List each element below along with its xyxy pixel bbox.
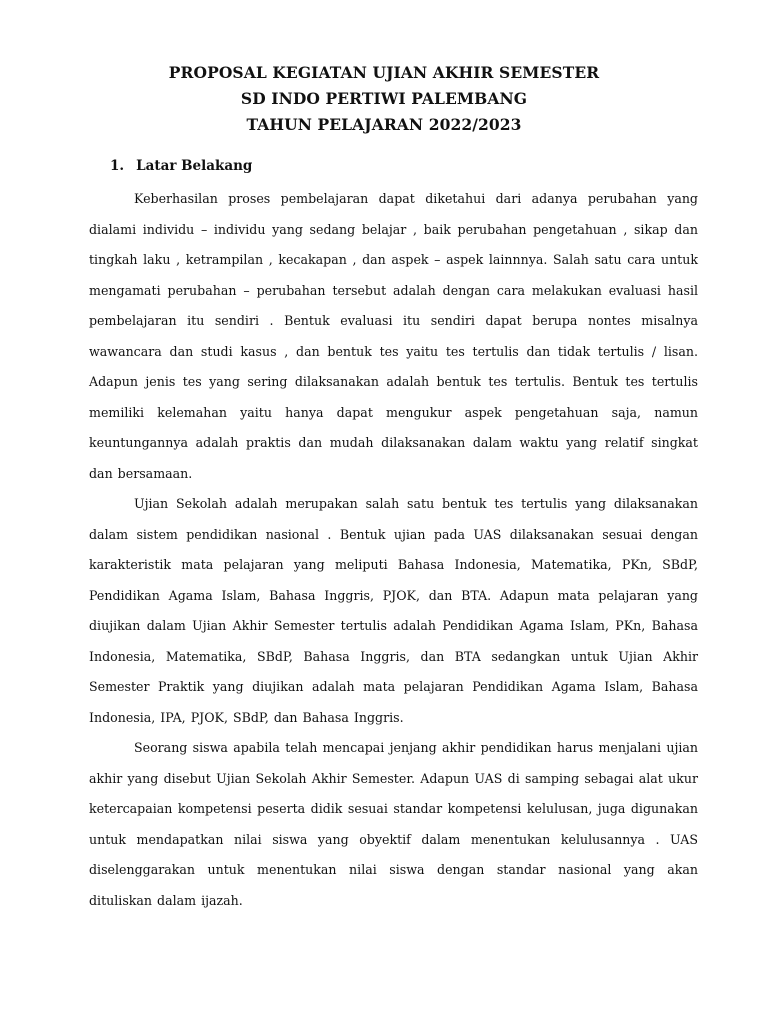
paragraph-2: Ujian Sekolah adalah merupakan salah satu bentuk tes tertulis yang dilaksanakan dalam sistem pendidikan nasional . Bentuk ujian pada UAS dilaksanakan sesuai dengan karakteristik mata pelajaran yang meliputi Bahasa Indonesia, Matematika, PKn, SBdP, Pendidikan Agama Islam, Bahasa Inggris, PJOK, dan BTA. Adapun mata pelajaran yang diujikan dalam Ujian Akhir Semester tertulis adalah Pendidikan Agama Islam, PKn, Bahasa Indonesia, Matematika, SBdP, Bahasa Inggris, dan BTA sedangkan untuk Ujian Akhir Semester Praktik yang diujikan adalah mata pelajaran Pendidikan Agama Islam, Bahasa Indonesia, IPA, PJOK, SBdP, dan Bahasa Inggris. [89, 496, 698, 725]
section-body [89, 184, 698, 916]
title-line-1: PROPOSAL KEGIATAN UJIAN AKHIR SEMESTER [168, 63, 600, 82]
section-title: Latar Belakang [136, 158, 253, 174]
document-title [0, 60, 768, 138]
section-number: 1. [110, 158, 125, 174]
paragraph-1: Keberhasilan proses pembelajaran dapat diketahui dari adanya perubahan yang dialami individu – individu yang sedang belajar , baik perubahan pengetahuan , sikap dan tingkah laku , ketrampilan , kecakapan , dan aspek – aspek lainnnya. Salah satu cara untuk mengamati perubahan – perubahan tersebut adalah dengan cara melakukan evaluasi hasil pembelajaran itu sendiri . Bentuk evaluasi itu sendiri dapat berupa nontes misalnya wawancara dan studi kasus , dan bentuk tes yaitu tes tertulis dan tidak tertulis / lisan. Adapun jenis tes yang sering dilaksanakan adalah bentuk tes tertulis. Bentuk tes tertulis memiliki kelemahan yaitu hanya dapat mengukur aspek pengetahuan saja, namun keuntungannya adalah praktis dan mudah dilaksanakan dalam waktu yang relatif singkat dan bersamaan. [89, 191, 698, 481]
paragraph-3: Seorang siswa apabila telah mencapai jenjang akhir pendidikan harus menjalani ujian akhir yang disebut Ujian Sekolah Akhir Semester. Adapun UAS di samping sebagai alat ukur ketercapaian kompetensi peserta didik sesuai standar kompetensi kelulusan, juga digunakan untuk mendapatkan nilai siswa yang obyektif dalam menentukan kelulusannya . UAS diselenggarakan untuk menentukan nilai siswa dengan standar nasional yang akan dituliskan dalam ijazah. [89, 740, 698, 908]
title-line-2: SD INDO PERTIWI PALEMBANG [240, 89, 528, 108]
title-line-3: TAHUN PELAJARAN 2022/2023 [246, 115, 522, 134]
section-heading [110, 156, 252, 176]
